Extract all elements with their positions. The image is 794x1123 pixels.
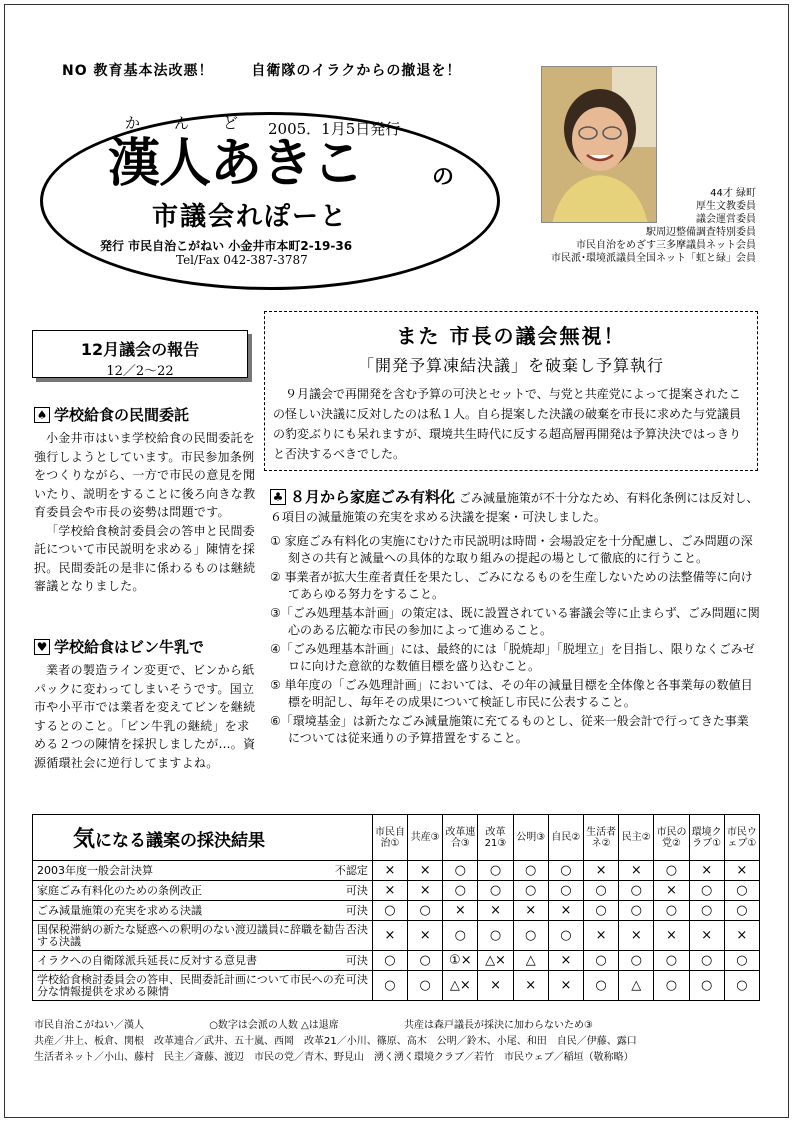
result-label: 可決 [345,953,368,967]
table-row [33,951,760,971]
vote-mark: ○ [689,881,724,901]
garbage-heading [270,488,455,506]
footer-note: 共産は森戸議長が採決に加わらないため③ [403,1020,593,1031]
milk-heading [34,636,256,657]
vote-mark: ○ [513,921,548,951]
title-rest: になる議案の採決結果 [95,831,266,851]
report-label-box [32,330,248,378]
vote-mark: × [443,901,478,921]
garbage-lead-block [270,488,760,527]
profile-line: 厚生文教委員 [696,201,756,212]
lunch-heading [34,404,256,425]
table-row [33,971,760,1001]
vote-mark: ○ [619,881,654,901]
vote-mark: × [513,971,548,1001]
footer-notes [34,1018,637,1066]
footer-line-3: 生活者ネット／小山、藤村 民主／斎藤、渡辺 市民の党／青木、野見山 湧く湧く環境クラブ／若竹 市民ウェブ／稲垣（敬称略） [34,1052,634,1063]
vote-mark: ○ [548,861,583,881]
main-body: ９月議会で再開発を含む予算の可決とセットで、与党と共産党によって提案されたこの怪しい決議に反対したのは私１人。自ら提案した決議の破棄を市長に求めた与党議員の豹変ぶりにも呆れますが、環境共生時代に反する超高層再開発は予算決決ではっきりと否決するべきでした。 [273,387,742,461]
bill-name: ごみ減量施策の充実を求める決議 [37,903,202,917]
vote-mark: × [478,971,513,1001]
list-item: ① 家庭ごみ有料化の実施にむけた市民説明は時間・会場設定を十分配慮し、ごみ問題の深刻さの共有と減量への具体的な取り組みの提起の場として徹底的に行うこと。 [270,534,753,565]
table-row [33,861,760,881]
vote-mark: ○ [724,951,759,971]
bill-name: 国保税滞納の新たな疑惑への釈明のない渡辺議員に辞職を勧告する決議 [37,922,345,948]
vote-mark: ○ [513,881,548,901]
vote-mark: ○ [478,881,513,901]
table-row [33,921,760,951]
vote-mark: × [372,861,407,881]
vote-rows [33,861,760,1001]
vote-mark: × [654,881,689,901]
lunch-article [34,404,256,596]
milk-article [34,636,256,772]
vote-mark: ○ [513,861,548,881]
bill-cell [33,951,373,971]
vote-results-table [32,814,760,1001]
party-header: 公明③ [513,815,548,861]
vote-mark: × [583,861,618,881]
profile-line: 議会運営委員 [696,214,756,225]
bill-name: 2003年度一般会計決算 [37,863,153,877]
bill-cell [33,971,373,1001]
vote-mark: × [372,921,407,951]
vote-mark: △× [478,951,513,971]
result-label: 否決 [345,922,368,936]
banner-left: NO 教育基本法改悪！ [62,63,214,79]
profile-line: 44才 緑町 [710,188,756,199]
paragraph: 小金井市はいま学校給食の民間委託を強行しようとしています。市民参加条例をつくりながら、一方で市民の意見を聞いたり、説明をすることに後ろ向きな教育委員会や市長の姿勢は問題です。 [34,431,256,519]
vote-mark: × [654,921,689,951]
party-header: 市民の党② [654,815,689,861]
vote-mark: × [548,971,583,1001]
vote-mark: × [724,921,759,951]
vote-mark: × [724,861,759,881]
vote-mark: ○ [724,881,759,901]
resolution-list [270,533,760,747]
profile-line: 駅周辺整備調査特別委員 [646,227,756,238]
bill-cell [33,861,373,881]
masthead-subtitle: 市議会れぽーと [152,202,349,232]
vote-mark: ○ [724,971,759,1001]
vote-mark: × [548,901,583,921]
table-header-row [33,815,760,861]
result-label: 可決 [345,903,368,917]
vote-mark: × [689,861,724,881]
vote-mark: × [619,861,654,881]
banner [62,60,461,80]
main-subheadline: 「開発予算凍結決議」を破棄し予算執行 [357,356,664,375]
milk-body [34,661,256,772]
vote-mark: ○ [689,901,724,921]
vote-mark: ○ [408,971,443,1001]
footer-legend: ○数字は会派の人数 △は退席 [209,1020,339,1031]
vote-mark: ○ [548,921,583,951]
issue-date: 2005．1月5日発行 [268,120,401,138]
bill-name: 学校給食検討委員会の答申、民間委託計画について市民への充分な情報提供を求める陳情 [37,972,345,998]
vote-mark: ○ [689,971,724,1001]
party-header: 改革連合③ [443,815,478,861]
party-header: 民主② [619,815,654,861]
vote-mark: ○ [619,951,654,971]
vote-mark: × [619,921,654,951]
garbage-article [270,488,760,749]
main-article [264,311,758,471]
vote-mark: × [478,901,513,921]
vote-mark: ○ [689,951,724,971]
profile-list [551,187,756,265]
footer-line-2: 共産／井上、板倉、関根 改革連合／武井、五十嵐、西岡 改革21／小川、篠原、高木 公明／鈴木、小尾、和田 自民／伊藤、露口 [34,1036,637,1047]
bill-cell [33,921,373,951]
name-reading: かんど [125,114,273,132]
vote-mark: ○ [408,951,443,971]
table-row [33,881,760,901]
vote-mark: △× [443,971,478,1001]
bill-cell [33,881,373,901]
vote-table-title [33,815,373,861]
vote-mark: × [583,921,618,951]
lunch-title: 学校給食の民間委託 [54,406,190,424]
vote-mark: × [408,921,443,951]
masthead-no: の [432,165,455,190]
vote-mark: ○ [654,861,689,881]
bill-name: 家庭ごみ有料化のための条例改正 [37,883,202,897]
party-header: 市民ウェブ① [724,815,759,861]
vote-mark: ○ [724,901,759,921]
spade-icon: ♠ [34,407,50,423]
vote-mark: ○ [583,901,618,921]
club-icon: ♣ [270,489,286,505]
paragraph: 「学校給食検討委員会の答申と民間委託について市民説明を求める」陳情を採択。民間委託の是非に係わるものは継続審議となりました。 [34,523,256,593]
result-label: 不認定 [334,863,368,877]
vote-mark: ○ [619,901,654,921]
vote-mark: ○ [408,901,443,921]
vote-mark: △ [513,951,548,971]
vote-mark: × [408,881,443,901]
footer-author: 市民自治こがねい／漢人 [34,1020,144,1031]
party-header: 自民② [548,815,583,861]
vote-mark: ○ [548,881,583,901]
masthead-name: 漢人あきこ [108,134,364,194]
garbage-lead: ごみ減量施策が不十分なため、有料化条例には反対し、６項目の減量施策の充実を求める決議を提案・可決しました。 [270,491,759,524]
vote-mark: × [513,901,548,921]
party-header: 生活者ネ② [583,815,618,861]
bill-name: イラクへの自衛隊派兵延長に反対する意見書 [37,953,257,967]
vote-mark: ○ [583,951,618,971]
profile-line: 市民自治をめざす三多摩議員ネット会員 [576,240,756,251]
party-header: 共産③ [408,815,443,861]
vote-mark: ○ [372,901,407,921]
vote-mark: ○ [372,951,407,971]
party-header: 環境クラブ① [689,815,724,861]
main-headline: また 市長の議会無視！ [396,324,626,348]
list-item: ⑥「環境基金」は新たなごみ減量施策に充てるものとし、従来一般会計で行ってきた事業については従来通りの予算措置をすること。 [270,714,749,745]
vote-mark: ○ [478,861,513,881]
profile-line: 市民派･環境派議員全国ネット「虹と緑」会員 [551,253,756,264]
vote-mark: × [548,951,583,971]
vote-mark: ○ [583,881,618,901]
publisher: 発行 市民自治こがねい 小金井市本町2-19-36 [100,239,353,253]
report-dates: 12／2～22 [106,364,174,379]
table-row [33,901,760,921]
lunch-body [34,429,256,596]
vote-mark: ○ [443,861,478,881]
title-big-char: 気 [73,827,96,852]
party-header: 市民自治① [372,815,407,861]
list-item: ③「ごみ処理基本計画」の策定は、既に設置されている審議会等に止まらず、ごみ問題に関心のある広範な市民の参加によって進めること。 [270,606,760,637]
vote-mark: ○ [654,901,689,921]
vote-mark: ○ [443,921,478,951]
vote-mark: ○ [443,881,478,901]
result-label: 可決 [345,972,368,986]
vote-mark: △ [619,971,654,1001]
paragraph: 業者の製造ライン変更で、ビンから紙パックに変わってしまいそうです。国立市や小平市では業者を変えてビンを継続するとのこと。「ビン牛乳の継続」を求める２つの陳情を採択しましたが…。資源循環社会に逆行してますよね。 [34,663,256,770]
bill-cell [33,901,373,921]
vote-mark: × [689,921,724,951]
list-item: ④「ごみ処理基本計画」には、最終的には「脱焼却」「脱埋立」を目指し、限りなくごみゼロに向けた意欲的な数値目標を盛り込むこと。 [270,642,755,673]
report-title: 12月議会の報告 [80,340,200,359]
vote-mark: ○ [372,971,407,1001]
party-header: 改革21③ [478,815,513,861]
garbage-title: ８月から家庭ごみ有料化 [290,488,456,506]
vote-mark: ○ [478,921,513,951]
vote-mark: ○ [654,951,689,971]
tel-fax: Tel/Fax 042-387-3787 [176,253,308,267]
milk-title: 学校給食はビン牛乳で [54,638,205,656]
vote-mark: ○ [654,971,689,1001]
vote-mark: × [372,881,407,901]
vote-mark: × [408,861,443,881]
list-item: ② 事業者が拡大生産者責任を果たし、ごみになるものを生産しないための法整備等に向けてあらゆる努力をすること。 [270,570,753,601]
vote-mark: ①× [443,951,478,971]
footer-line-1 [34,1018,637,1034]
list-item: ⑤ 単年度の「ごみ処理計画」においては、その年の減量目標を全体像と各事業毎の数値目標を明記し、毎年その成果について検証し市民に公表すること。 [270,678,753,709]
result-label: 可決 [345,883,368,897]
vote-mark: ○ [583,971,618,1001]
heart-icon: ♥ [34,639,50,655]
banner-right: 自衛隊のイラクからの撤退を！ [251,63,462,79]
